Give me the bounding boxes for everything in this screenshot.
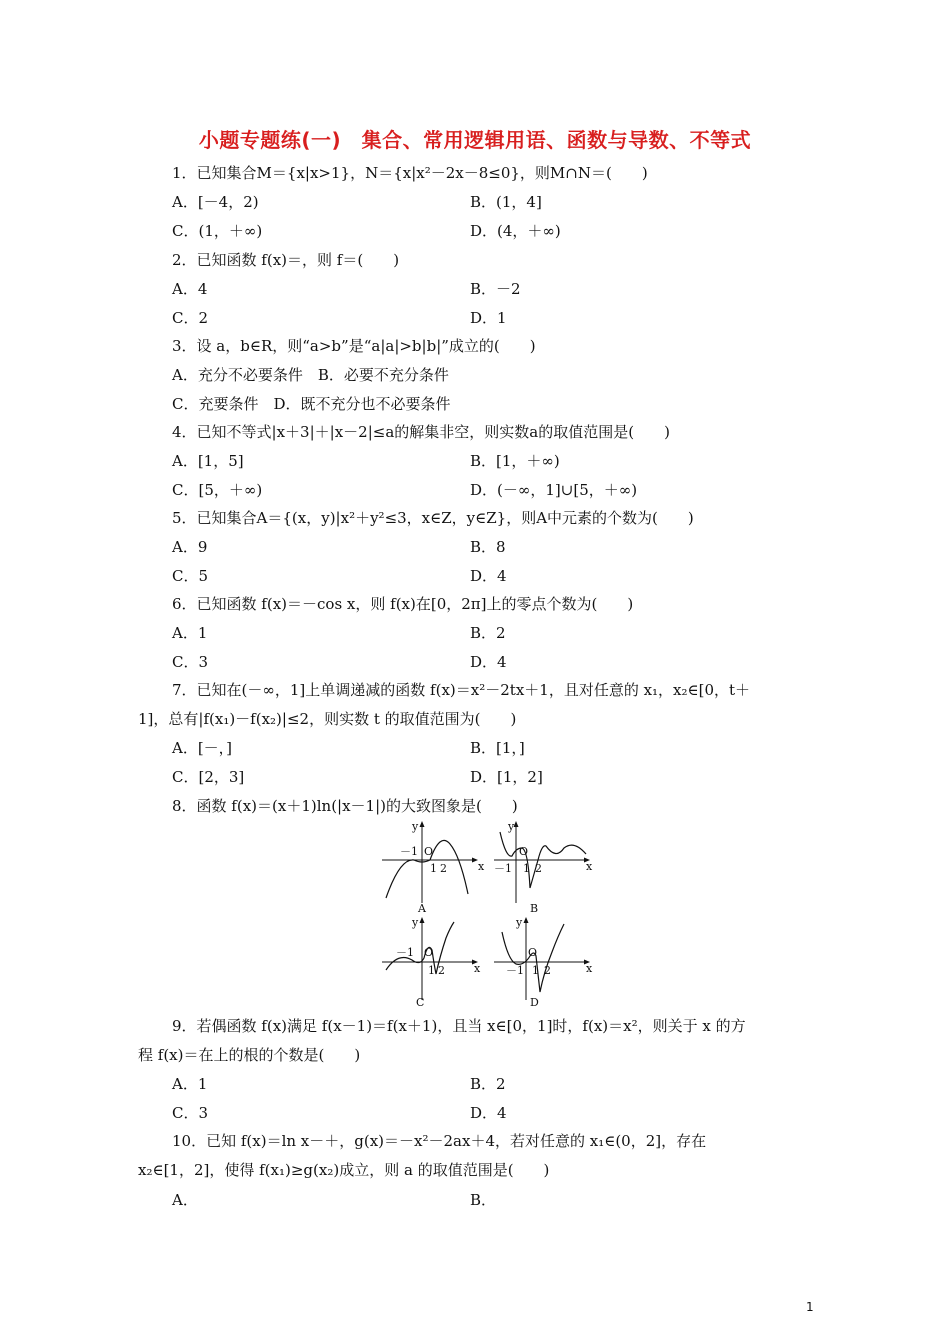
graph-b-x-label: x (586, 860, 593, 873)
question-6-option-c: C．3 (172, 653, 209, 671)
graph-c-two-label: 2 (438, 964, 445, 977)
question-9-option-b: B．2 (470, 1075, 506, 1093)
graph-b-two-label: 2 (535, 862, 542, 875)
question-9-stem-line-2: 程 f(x)＝在上的根的个数是( ) (138, 1046, 361, 1064)
question-6-option-b: B．2 (470, 624, 506, 642)
question-9-option-c: C．3 (172, 1104, 209, 1122)
question-9-option-a: A．1 (172, 1075, 208, 1093)
graph-c-y-label: y (412, 916, 419, 929)
question-10-option-a: A． (172, 1191, 198, 1209)
graph-a-x-label: x (478, 860, 485, 873)
graph-c-one-label: 1 (428, 964, 435, 977)
graph-b-y-label: y (508, 820, 515, 833)
question-2-option-a: A．4 (172, 280, 208, 298)
question-2-stem: 2．已知函数 f(x)＝，则 f＝( ) (172, 251, 400, 269)
graph-d-one-label: 1 (532, 964, 539, 977)
question-4-option-d: D．(－∞，1]∪[5，＋∞) (470, 481, 638, 499)
question-10-stem-line-2: x₂∈[1，2]，使得 f(x₁)≥g(x₂)成立，则 a 的取值范围是( ) (138, 1161, 550, 1179)
question-4-option-a: A．[1，5] (172, 452, 244, 470)
graph-d-origin-label: O (528, 946, 538, 959)
question-4-stem: 4．已知不等式|x＋3|＋|x－2|≤a的解集非空，则实数a的取值范围是( ) (172, 423, 670, 441)
question-1-option-d: D．(4，＋∞) (470, 222, 561, 240)
question-2-option-d: D．1 (470, 309, 507, 327)
graph-a-one-label: 1 (430, 862, 437, 875)
question-6-option-a: A．1 (172, 624, 208, 642)
graph-option-d (490, 912, 600, 1007)
graph-c-minus-one-label: －1 (396, 946, 414, 959)
question-7-option-d: D．[1，2] (470, 768, 543, 786)
question-3-stem: 3．设 a，b∈R，则“a>b”是“a|a|>b|b|”成立的( ) (172, 337, 536, 355)
question-7-stem-line-1: 7．已知在(－∞，1]上单调递减的函数 f(x)＝x²－2tx＋1，且对任意的 x₁，x₂∈[0，t＋ (172, 681, 751, 699)
question-5-option-d: D．4 (470, 567, 507, 585)
graph-a-two-label: 2 (440, 862, 447, 875)
graph-b-minus-one-label: －1 (494, 862, 512, 875)
graph-b-caption: B (530, 902, 539, 915)
question-5-stem: 5．已知集合A＝{(x，y)|x²＋y²≤3，x∈Z，y∈Z}，则A中元素的个数为( ) (172, 509, 694, 527)
question-1-option-a: A．[－4，2) (172, 193, 259, 211)
question-4-option-b: B．[1，＋∞) (470, 452, 560, 470)
question-10-option-b: B． (470, 1191, 497, 1209)
question-7-stem-line-2: 1]，总有|f(x₁)－f(x₂)|≤2，则实数 t 的取值范围为( ) (138, 710, 517, 728)
graph-c-origin-label: O (424, 946, 434, 959)
question-6-option-d: D．4 (470, 653, 507, 671)
question-5-option-a: A．9 (172, 538, 208, 556)
graph-d-y-label: y (516, 916, 523, 929)
question-9-stem-line-1: 9．若偶函数 f(x)满足 f(x－1)＝f(x＋1)，且当 x∈[0，1]时，f(x)＝x²，则关于 x 的方 (172, 1017, 746, 1035)
graph-a-y-label: y (412, 820, 419, 833)
question-2-option-c: C．2 (172, 309, 209, 327)
graph-option-c (378, 912, 488, 1007)
graph-a-minus-one-label: －1 (400, 845, 418, 858)
graph-a-caption: A (418, 902, 426, 915)
graph-c-caption: C (416, 996, 425, 1009)
question-9-option-d: D．4 (470, 1104, 507, 1122)
question-1-option-c: C．(1，＋∞) (172, 222, 263, 240)
question-1-stem: 1．已知集合M＝{x|x>1}，N＝{x|x²－2x－8≤0}，则M∩N＝( ) (172, 164, 648, 182)
graph-option-b (490, 818, 600, 913)
graph-d-minus-one-label: －1 (506, 964, 524, 977)
question-2-option-b: B．－2 (470, 280, 521, 298)
page-title: 小题专题练(一) 集合、常用逻辑用语、函数与导数、不等式 (198, 128, 752, 152)
question-7-option-b: B．[1，] (470, 739, 525, 757)
graph-d-x-label: x (586, 962, 593, 975)
question-7-option-c: C．[2，3] (172, 768, 245, 786)
graph-c-x-label: x (474, 962, 481, 975)
question-1-option-b: B．(1，4] (470, 193, 542, 211)
question-8-stem: 8．函数 f(x)＝(x＋1)ln(|x－1|)的大致图象是( ) (172, 797, 518, 815)
question-7-option-a: A．[－，] (172, 739, 233, 757)
page-number: 1 (806, 1300, 814, 1314)
question-5-option-c: C．5 (172, 567, 209, 585)
question-3-options-cd: C．充要条件 D．既不充分也不必要条件 (172, 395, 451, 413)
graph-b-one-label: 1 (523, 862, 530, 875)
graph-b-origin-label: O (519, 845, 529, 858)
question-5-option-b: B．8 (470, 538, 506, 556)
question-4-option-c: C．[5，＋∞) (172, 481, 263, 499)
question-10-stem-line-1: 10．已知 f(x)＝ln x－＋，g(x)＝－x²－2ax＋4，若对任意的 x₁∈(0，2]，存在 (172, 1132, 707, 1150)
graph-a-origin-label: O (424, 845, 434, 858)
graph-d-two-label: 2 (544, 964, 551, 977)
question-6-stem: 6．已知函数 f(x)＝－cos x，则 f(x)在[0，2π]上的零点个数为( ) (172, 595, 634, 613)
question-3-options-ab: A．充分不必要条件 B．必要不充分条件 (172, 366, 449, 384)
graph-option-a (378, 818, 488, 913)
graph-d-caption: D (530, 996, 539, 1009)
